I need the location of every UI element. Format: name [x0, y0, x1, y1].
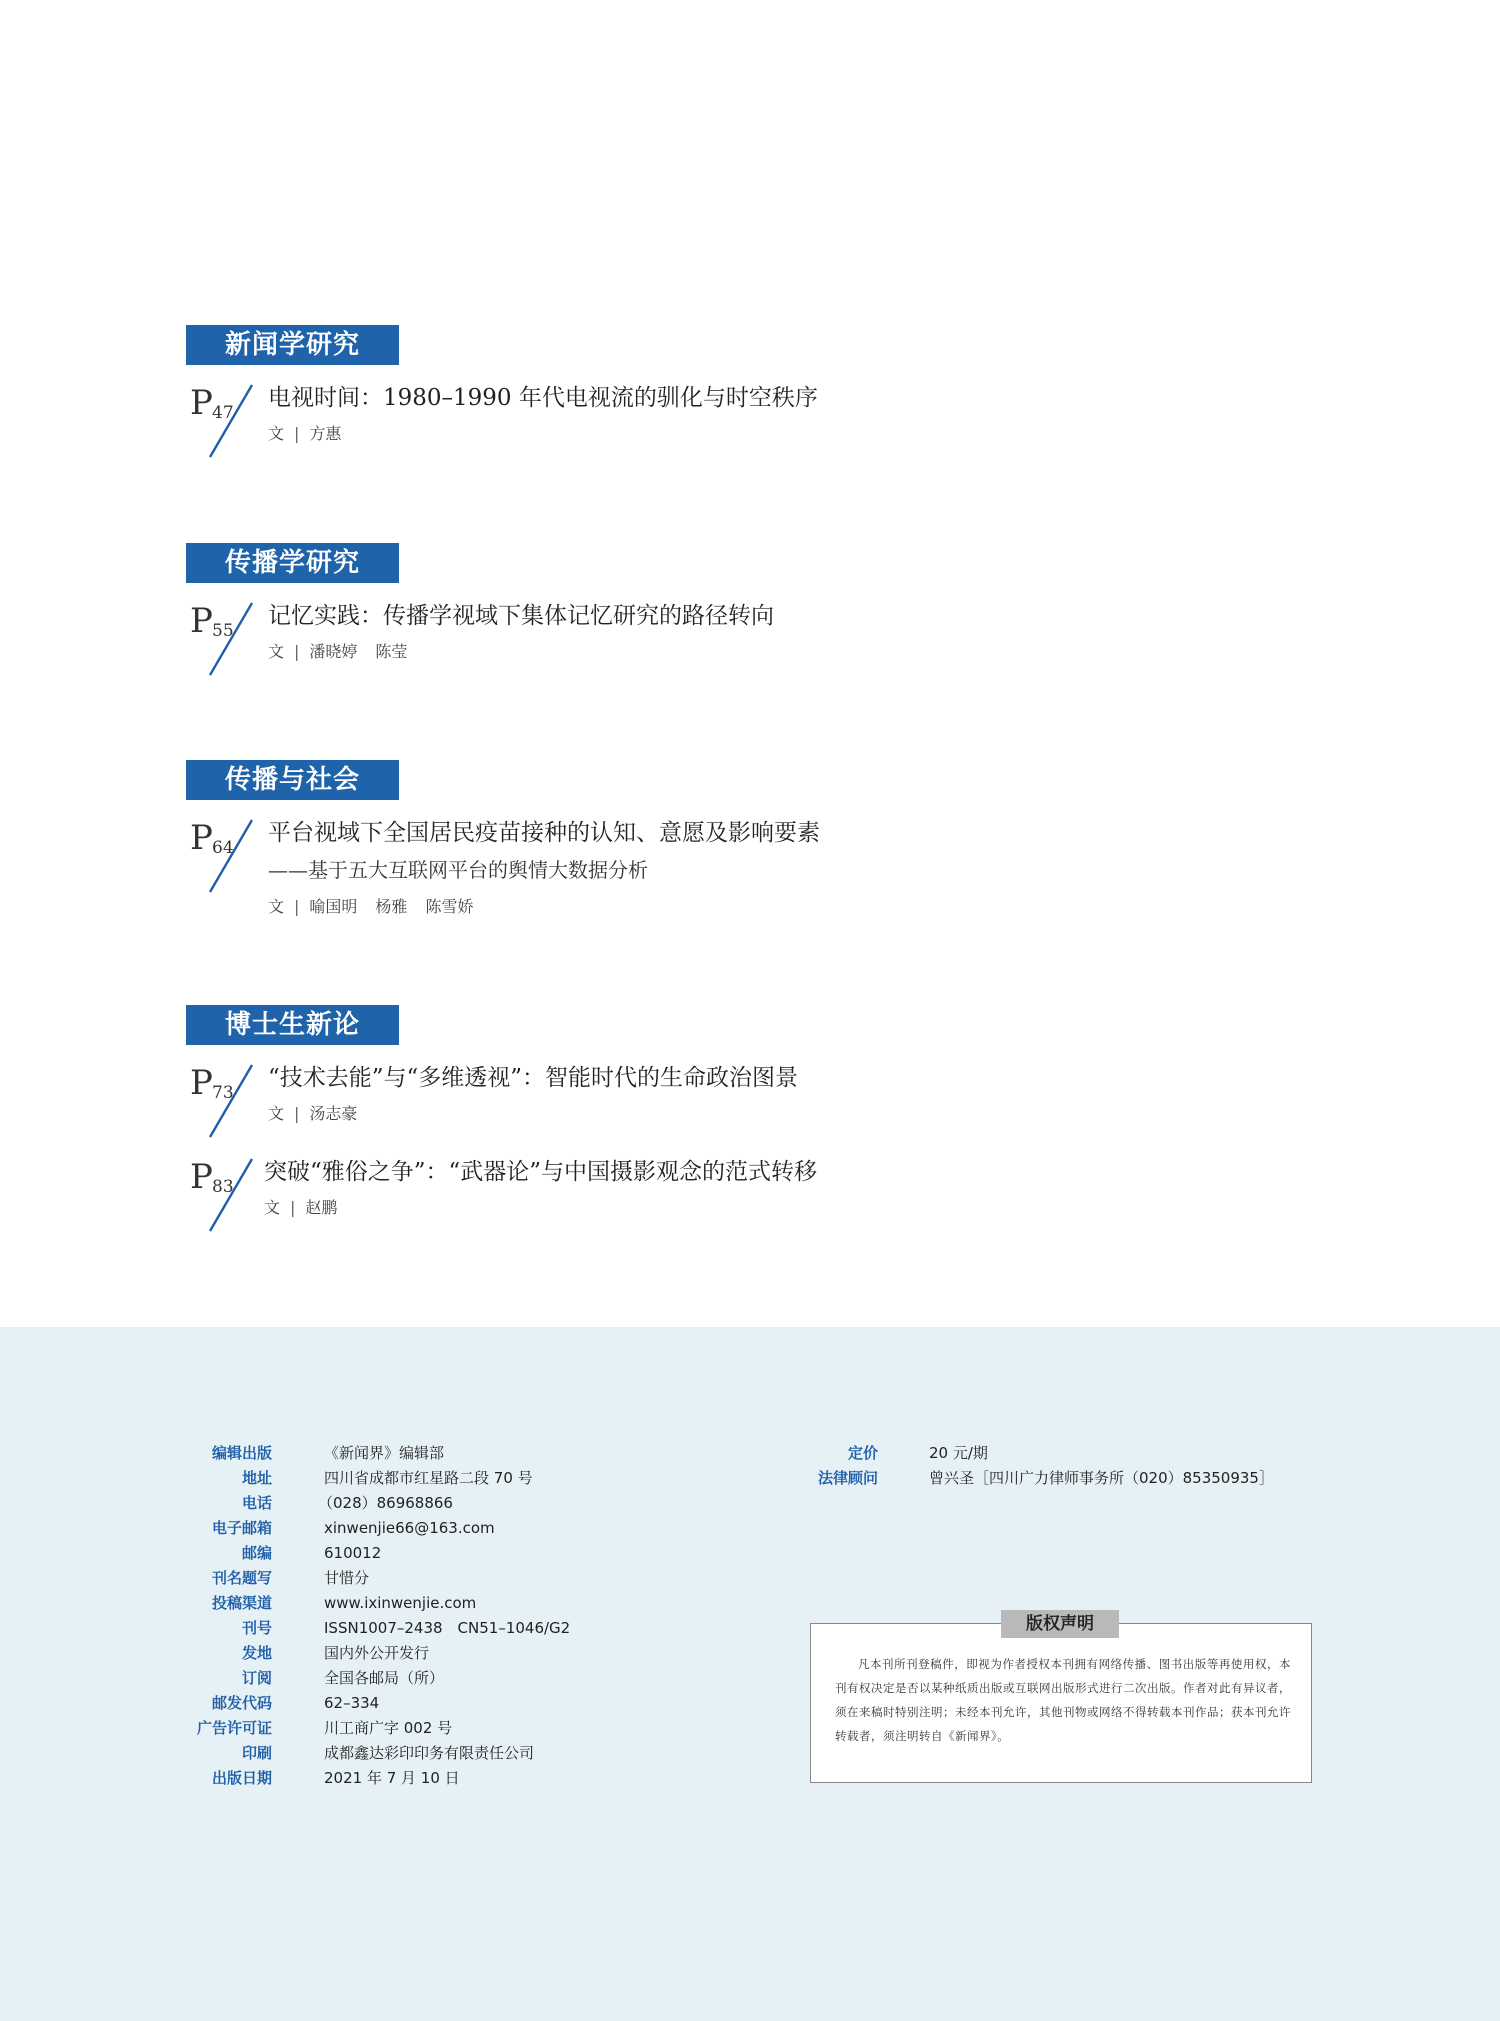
section-heading: 新闻学研究 [186, 325, 399, 365]
author-name: 陈雪娇 [425, 897, 474, 916]
section-journalism-research [186, 325, 1086, 465]
slash-icon [186, 816, 256, 896]
page-prefix: P [190, 1157, 213, 1197]
author-separator: | [294, 424, 300, 443]
slash-icon [186, 381, 256, 461]
copyright-notice [810, 1614, 1312, 1783]
page-marker [186, 599, 256, 679]
info-value: ISSN1007–2438 CN51–1046/G2 [324, 1619, 571, 1637]
info-label: 定价 [847, 1444, 878, 1462]
info-value[interactable]: www.ixinwenjie.com [324, 1594, 477, 1612]
info-row-printing [152, 1742, 272, 1764]
author-name: 方惠 [309, 424, 342, 443]
copyright-text: 凡本刊所刊登稿件，即视为作者授权本刊拥有网络传播、图书出版等再使用权，本刊有权决定是否以某种纸质出版或互联网出版形式进行二次出版。作者对此有异议者，须在来稿时特别注明；未经本刊允许，其他刊物或网络不得转载本刊作品；获本刊允许转载者，须注明转自《新闻界》。 [835, 1657, 1291, 1743]
info-value: 甘惜分 [324, 1569, 370, 1587]
article-author [268, 641, 425, 663]
slash-icon [186, 1061, 256, 1141]
section-heading: 传播学研究 [186, 543, 399, 583]
author-name: 喻国明 [309, 897, 358, 916]
info-row-price [758, 1442, 878, 1464]
section-heading: 传播与社会 [186, 760, 399, 800]
info-row-address [152, 1467, 272, 1489]
info-row-email [152, 1517, 272, 1539]
info-value: 国内外公开发行 [324, 1644, 430, 1662]
article-entry[interactable] [186, 816, 1086, 926]
author-label: 文 [268, 1104, 285, 1123]
article-subtitle: ——基于五大互联网平台的舆情大数据分析 [268, 858, 648, 882]
info-label: 地址 [241, 1469, 272, 1487]
author-separator: | [294, 1104, 300, 1123]
page-marker [186, 381, 256, 461]
page-marker [186, 1061, 256, 1141]
page-number: 83 [212, 1177, 234, 1197]
info-value: 610012 [324, 1544, 382, 1562]
article-entry[interactable] [186, 381, 1086, 461]
page-number: 64 [212, 838, 234, 858]
info-value: （028）86968866 [318, 1494, 453, 1512]
article-entry[interactable] [186, 1061, 1086, 1141]
article-author [268, 423, 359, 445]
info-row-postal-code [152, 1692, 272, 1714]
info-label: 法律顾问 [817, 1469, 878, 1487]
page-number: 47 [212, 403, 234, 423]
info-label: 发地 [241, 1644, 272, 1662]
info-label: 印刷 [241, 1744, 272, 1762]
slash-icon [186, 1155, 256, 1235]
info-value: 62–334 [324, 1694, 380, 1712]
author-separator: | [294, 897, 300, 916]
info-label: 编辑出版 [211, 1444, 272, 1462]
info-row-ad-license [152, 1717, 272, 1739]
info-label: 刊名题写 [211, 1569, 272, 1587]
author-name: 陈莹 [375, 642, 408, 661]
article-title[interactable]: “技术去能”与“多维透视”：智能时代的生命政治图景 [268, 1065, 799, 1091]
info-value: 2021 年 7 月 10 日 [324, 1769, 460, 1787]
article-author [268, 896, 491, 918]
page-number: 55 [212, 621, 234, 641]
info-value: 成都鑫达彩印印务有限责任公司 [324, 1744, 535, 1762]
publication-footer [0, 1327, 1500, 2021]
page-marker [186, 816, 256, 896]
article-entry[interactable] [186, 1155, 1086, 1235]
article-entry[interactable] [186, 599, 1086, 679]
info-label: 订阅 [241, 1669, 272, 1687]
author-label: 文 [268, 642, 285, 661]
page-number: 73 [212, 1083, 234, 1103]
info-label: 刊号 [241, 1619, 272, 1637]
page-prefix: P [190, 601, 213, 641]
info-label: 邮发代码 [211, 1694, 272, 1712]
article-author [264, 1197, 355, 1219]
info-label: 邮编 [241, 1544, 272, 1562]
section-communication-society [186, 760, 1086, 930]
page-prefix: P [190, 1063, 213, 1103]
author-separator: | [294, 642, 300, 661]
info-value[interactable]: xinwenjie66@163.com [324, 1519, 495, 1537]
copyright-title: 版权声明 [1001, 1610, 1119, 1638]
info-label: 电话 [241, 1494, 272, 1512]
info-row-pub-date [152, 1767, 272, 1789]
info-row-editor [152, 1442, 272, 1464]
slash-icon [186, 599, 256, 679]
article-author [268, 1103, 375, 1125]
info-row-submission [152, 1592, 272, 1614]
info-row-issn [152, 1617, 272, 1639]
article-title[interactable]: 平台视域下全国居民疫苗接种的认知、意愿及影响要素 [268, 820, 820, 846]
info-value: 20 元/期 [929, 1444, 988, 1462]
author-name: 汤志豪 [309, 1104, 358, 1123]
author-label: 文 [268, 897, 285, 916]
author-name: 潘晓婷 [309, 642, 358, 661]
info-value: 《新闻界》编辑部 [324, 1444, 445, 1462]
info-label: 广告许可证 [196, 1719, 272, 1737]
info-row-distribution [152, 1642, 272, 1664]
author-name: 赵鹏 [305, 1198, 338, 1217]
section-doctoral-essays [186, 1005, 1086, 1245]
info-value: 川工商广字 002 号 [324, 1719, 453, 1737]
section-heading: 博士生新论 [186, 1005, 399, 1045]
author-separator: | [290, 1198, 296, 1217]
info-row-phone [152, 1492, 272, 1514]
author-label: 文 [264, 1198, 281, 1217]
article-title[interactable]: 电视时间：1980–1990 年代电视流的驯化与时空秩序 [268, 385, 818, 411]
info-value: 四川省成都市红星路二段 70 号 [324, 1469, 533, 1487]
info-value: 曾兴圣［四川广力律师事务所（020）85350935］ [929, 1469, 1274, 1487]
info-value: 全国各邮局（所） [324, 1669, 445, 1687]
info-row-subscription [152, 1667, 272, 1689]
info-row-legal [758, 1467, 878, 1489]
author-name: 杨雅 [375, 897, 408, 916]
info-label: 投稿渠道 [211, 1594, 272, 1612]
page-prefix: P [190, 818, 213, 858]
info-label: 出版日期 [211, 1769, 272, 1787]
info-label: 电子邮箱 [211, 1519, 272, 1537]
info-row-title-calligraphy [152, 1567, 272, 1589]
page-prefix: P [190, 383, 213, 423]
article-title[interactable]: 记忆实践：传播学视域下集体记忆研究的路径转向 [268, 603, 774, 629]
author-label: 文 [268, 424, 285, 443]
info-row-postcode [152, 1542, 272, 1564]
section-communication-research [186, 543, 1086, 683]
article-title[interactable]: 突破“雅俗之争”：“武器论”与中国摄影观念的范式转移 [264, 1159, 818, 1185]
page-marker [186, 1155, 256, 1235]
